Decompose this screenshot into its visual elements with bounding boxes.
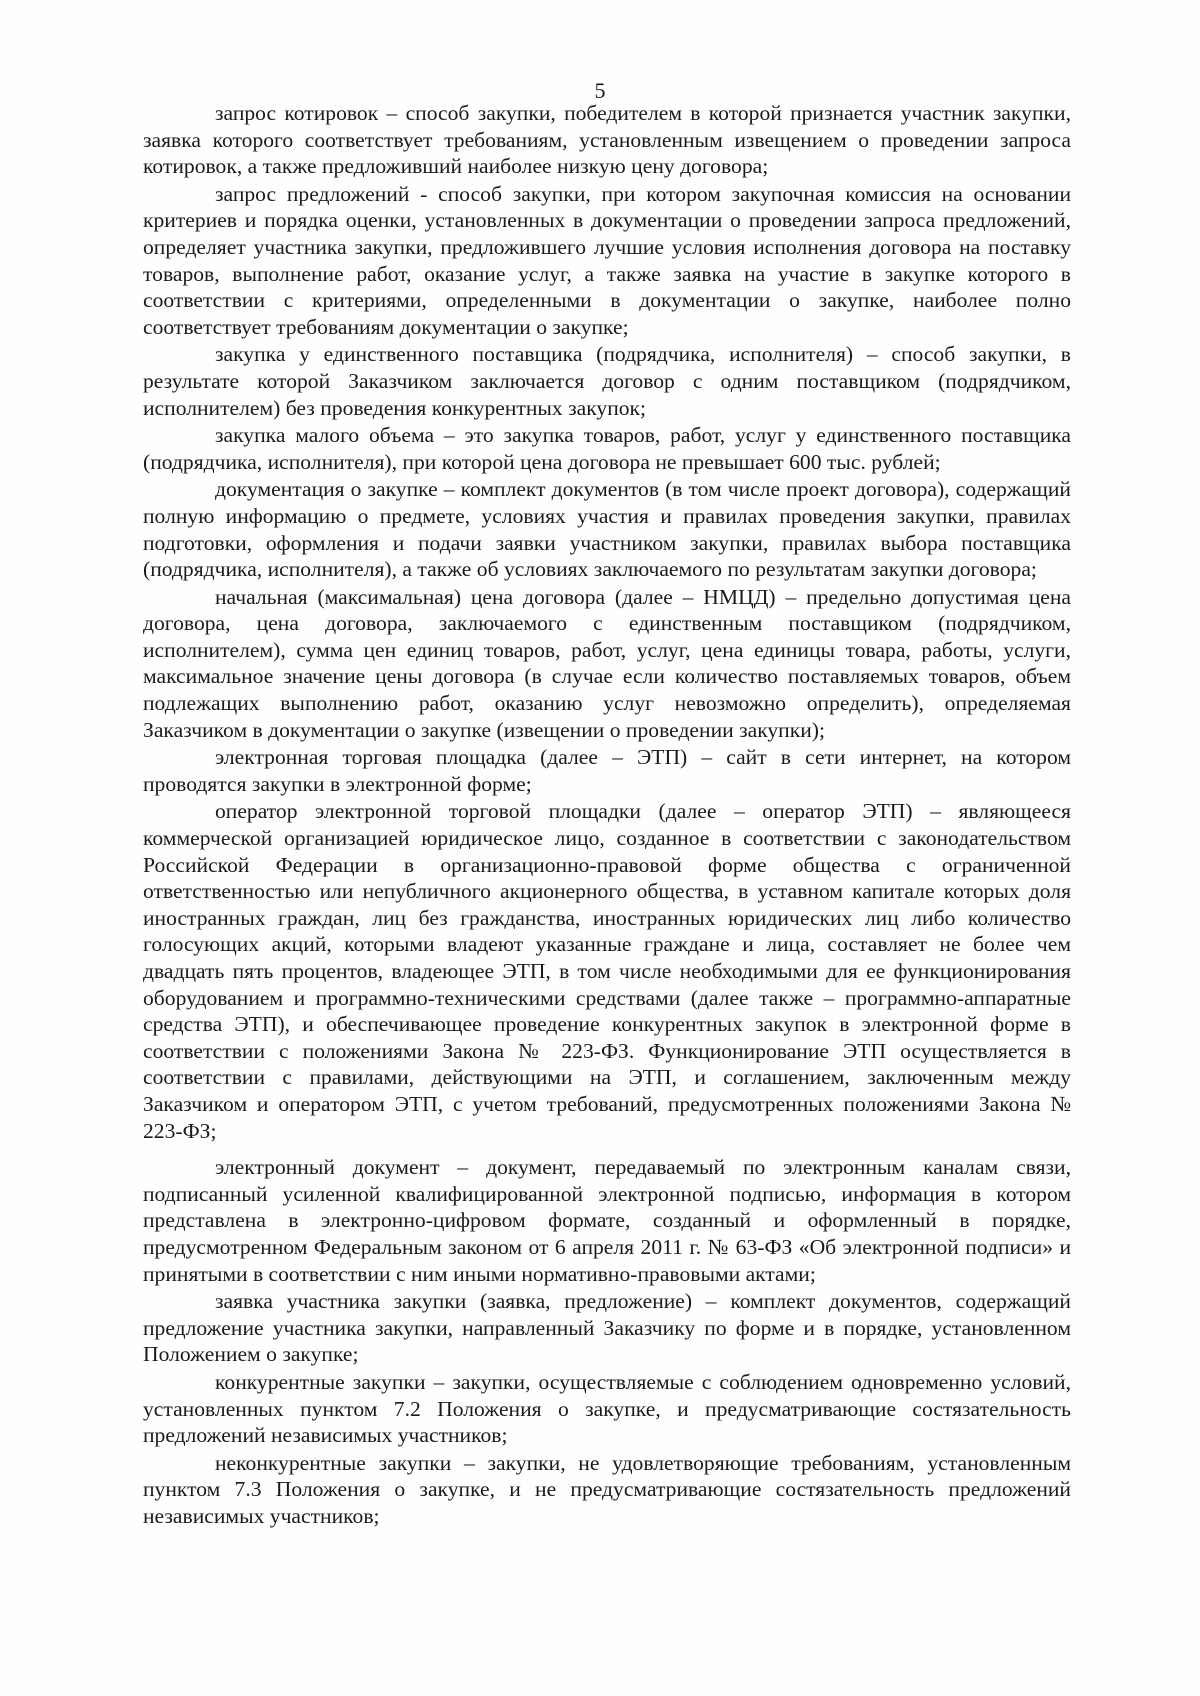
definition-paragraph: закупка малого объема – это закупка товаров, работ, услуг у единственного поставщика (подрядчика, исполнителя), при которой цена договора не превышает 600 тыс. рублей; bbox=[143, 423, 1071, 474]
definition-paragraph: электронный документ – документ, передаваемый по электронным каналам связи, подписанный усиленной квалифицированной электронной подписью, информация в котором представлена в электронно-цифровом формате, созданный и оформленный в порядке, предусмотренном Федеральным законом от 6 апреля 2011 г. № 63-ФЗ «Об электронной подписи» и принятыми в соответствии с ним иными нормативно-правовыми актами; bbox=[143, 1155, 1071, 1286]
definition-paragraph: неконкурентные закупки – закупки, не удовлетворяющие требованиям, установленным пунктом 7.3 Положения о закупке, и не предусматривающие состязательность предложений независимых участников; bbox=[143, 1450, 1071, 1528]
definition-paragraph: оператор электронной торговой площадки (далее – оператор ЭТП) – являющееся коммерческой организацией юридическое лицо, созданное в соответствии с законодательством Российской Федерации в организационно-правовой форме общества с ограниченной ответственностью или непубличного акционерного общества, в уставном капитале которых доля иностранных граждан, лиц без гражданства, иностранных юридических лиц либо количество голосующих акций, которыми владеют указанные граждане и лица, составляет не более чем двадцать пять процентов, владеющее ЭТП, в том числе необходимыми для ее функционирования оборудованием и программно-техническими средствами (далее также – программно-аппаратные средства ЭТП), и обеспечивающее проведение конкурентных закупок в электронной форме в соответствии с положениями Закона № 223-ФЗ. Функционирование ЭТП осуществляется в соответствии с правилами, действующими на ЭТП, и соглашением, заключенным между Заказчиком и оператором ЭТП, с учетом требований, предусмотренных положениями Закона № 223-ФЗ; bbox=[143, 799, 1071, 1143]
document-body bbox=[143, 100, 1071, 1530]
definition-paragraph: документация о закупке – комплект документов (в том числе проект договора), содержащий полную информацию о предмете, условиях участия и правилах проведения закупки, правилах подготовки, оформления и подачи заявки участником закупки, правилах выбора поставщика (подрядчика, исполнителя), а также об условиях заключаемого по результатам закупки договора; bbox=[143, 477, 1071, 582]
definition-paragraph: запрос котировок – способ закупки, победителем в которой признается участник закупки, заявка которого соответствует требованиям, установленным извещением о проведении запроса котировок, а также предложивший наиболее низкую цену договора; bbox=[143, 101, 1071, 179]
definition-paragraph: заявка участника закупки (заявка, предложение) – комплект документов, содержащий предложение участника закупки, направленный Заказчику по форме и в порядке, установленном Положением о закупке; bbox=[143, 1289, 1071, 1367]
definition-paragraph: конкурентные закупки – закупки, осуществляемые с соблюдением одновременно условий, установленных пунктом 7.2 Положения о закупке, и предусматривающие состязательность предложений независимых участников; bbox=[143, 1369, 1071, 1448]
definition-paragraph: закупка у единственного поставщика (подрядчика, исполнителя) – способ закупки, в результате которой Заказчиком заключается договор с одним поставщиком (подрядчиком, исполнителем) без проведения конкурентных закупок; bbox=[143, 342, 1071, 420]
definition-paragraph: начальная (максимальная) цена договора (далее – НМЦД) – предельно допустимая цена договора, цена договора, заключаемого с единственным поставщиком (подрядчиком, исполнителем), сумма цен единиц товаров, работ, услуг, цена единицы товара, работы, услуги, максимальное значение цены договора (в случае если количество поставляемых товаров, объем подлежащих выполнению работ, оказанию услуг невозможно определить), определяемая Заказчиком в документации о закупке (извещении о проведении закупки); bbox=[143, 584, 1071, 742]
page-number: 5 bbox=[594, 78, 606, 103]
definition-paragraph: запрос предложений - способ закупки, при котором закупочная комиссия на основании критериев и порядка оценки, установленных в документации о проведении запроса предложений, определяет участника закупки, предложившего лучшие условия исполнения договора на поставку товаров, выполнение работ, оказание услуг, а также заявка на участие в закупке которого в соответствии с критериями, определенными в документации о закупке, наиболее полно соответствует требованиям документации о закупке; bbox=[143, 181, 1071, 339]
definition-paragraph: электронная торговая площадка (далее – ЭТП) – сайт в сети интернет, на котором проводятся закупки в электронной форме; bbox=[143, 745, 1071, 796]
